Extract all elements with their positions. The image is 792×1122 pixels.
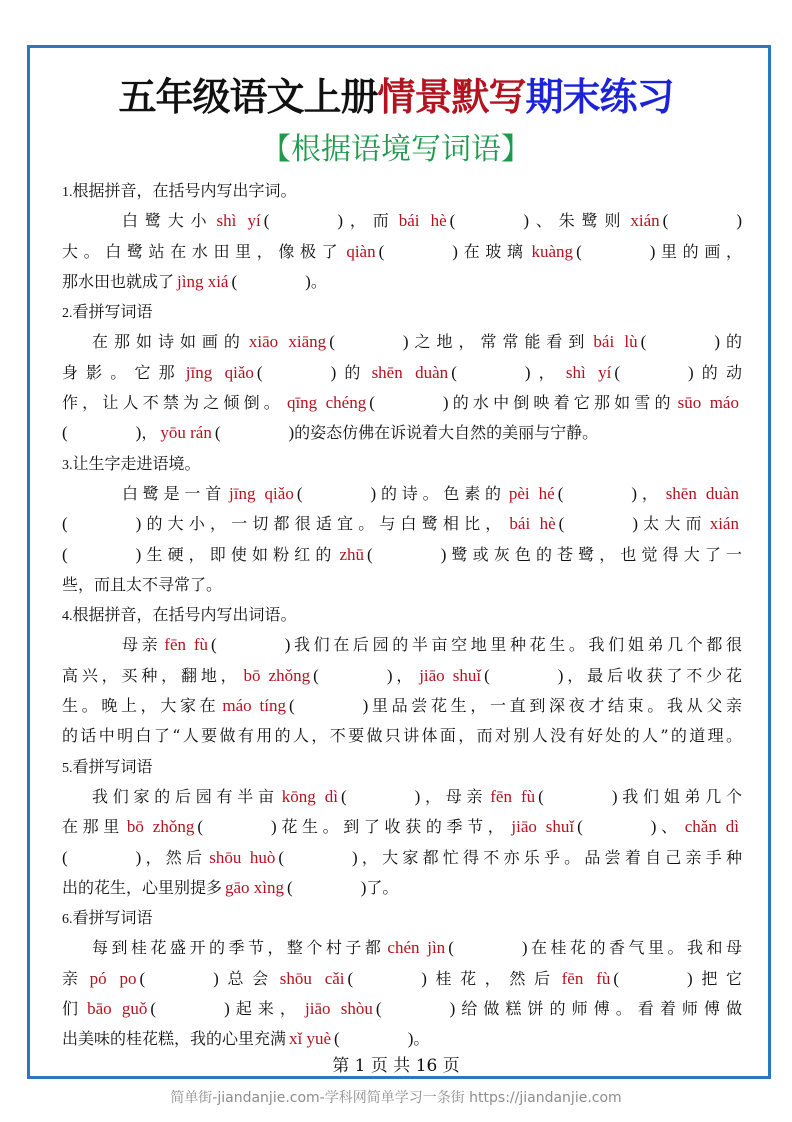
answer-blank[interactable]: ( )	[139, 968, 219, 988]
pinyin-prompt: jìng xiá	[177, 271, 229, 291]
sentence-text: ，最后收获了不少花	[563, 665, 742, 685]
watermark: 简单街-jiandanjie.com-学科网简单学习一条街 https://jiandanjie.com	[170, 1090, 622, 1106]
sentence-text: 。	[413, 1029, 430, 1049]
pinyin-prompt: shōu huò	[209, 847, 276, 867]
section-number: 5.	[62, 760, 73, 776]
section-number: 2.	[62, 306, 73, 322]
exercise-content	[62, 176, 742, 1055]
sentence-text: 那水田也就成了	[62, 271, 175, 291]
pinyin-prompt: chǎn dì	[684, 817, 739, 837]
pinyin-prompt: bái lù	[593, 332, 638, 352]
section-heading	[62, 176, 742, 206]
sentence-text: 的水中倒映着它那如雪的	[448, 393, 675, 413]
page-subtitle: 【根据语境写词语】	[261, 132, 531, 167]
pinyin-prompt: zhū	[339, 544, 365, 564]
section-title: 看拼写词语	[72, 756, 153, 776]
answer-blank[interactable]: ( )	[263, 211, 344, 231]
pinyin-prompt: gāo xìng	[225, 877, 285, 897]
sentence-text: 鹭或灰色的苍鹭，也觉得大了一	[446, 544, 742, 564]
pinyin-prompt: shì yí	[216, 211, 261, 231]
answer-blank[interactable]: ( )	[62, 514, 142, 534]
exercise-section	[62, 752, 742, 903]
sentence-text: 在桂花的香气里。我和母	[527, 938, 742, 958]
text-line	[62, 721, 742, 751]
sentence-text: ，而	[343, 211, 396, 231]
section-title: 根据拼音，在括号内写出字词。	[72, 181, 297, 200]
sentence-text: 、朱鹭则	[528, 211, 628, 231]
pinyin-prompt: xián	[630, 211, 660, 231]
pinyin-prompt: shēn duàn	[665, 483, 739, 503]
answer-blank[interactable]: ( )	[640, 332, 720, 352]
sentence-text: 生硬，即使如粉红的	[141, 544, 337, 564]
sentence-text: 、	[656, 817, 682, 837]
section-title: 看拼写词语	[72, 908, 153, 928]
sentence-text: 大。白鹭站在水田里，像极了	[62, 241, 344, 261]
sentence-text: 的动	[693, 362, 742, 382]
text-line	[62, 267, 742, 297]
answer-blank[interactable]: ( )	[150, 999, 230, 1019]
text-line	[62, 630, 742, 660]
section-heading	[62, 449, 742, 479]
text-line	[62, 418, 742, 448]
sentence-text: 花生。到了收获的季节，	[276, 817, 509, 837]
sentence-text: 。	[310, 271, 327, 291]
pinyin-prompt: kuàng	[531, 241, 574, 261]
pinyin-prompt: jiāo shuǐ	[511, 817, 575, 837]
section-number: 4.	[62, 609, 73, 625]
answer-blank[interactable]: ( )	[296, 483, 377, 503]
answer-blank[interactable]: ( )	[538, 786, 618, 806]
pinyin-prompt: sūo máo	[677, 393, 739, 413]
pinyin-prompt: pó po	[89, 968, 137, 988]
sentence-text: 白鹭是一首	[122, 483, 227, 503]
sentence-text: 总会	[218, 968, 277, 988]
sentence-text: 作，让人不禁为之倾倒。	[62, 393, 284, 413]
answer-blank[interactable]: ( )	[214, 423, 295, 443]
pinyin-prompt: qīng chéng	[286, 393, 367, 413]
pinyin-prompt: bái hè	[509, 514, 556, 534]
answer-blank[interactable]: ( )	[278, 847, 358, 867]
answer-blank[interactable]: ( )	[613, 968, 693, 988]
sentence-text: 的大小，一切都很适宜。与白鹭相比，	[141, 514, 507, 534]
answer-blank[interactable]: ( )	[614, 362, 694, 382]
text-line	[62, 388, 742, 418]
text-line	[62, 964, 742, 994]
text-line	[62, 661, 742, 691]
sentence-text: 之地，常常能看到	[408, 332, 591, 352]
sentence-text: 了。	[366, 877, 399, 897]
pinyin-prompt: chén jìn	[387, 938, 446, 958]
sentence-text: 给做糕饼的师傅。看着师傅做	[455, 999, 742, 1019]
pinyin-prompt: shōu cǎi	[279, 968, 345, 988]
answer-blank[interactable]: ( )	[378, 241, 458, 261]
sentence-text: ，	[637, 483, 663, 503]
answer-blank[interactable]: ( )	[287, 877, 367, 897]
sentence-text: 太大而	[638, 514, 707, 534]
answer-blank[interactable]: ( )	[62, 847, 142, 867]
sentence-text: 生。晚上，大家在	[62, 696, 220, 716]
pinyin-prompt: yōu rán	[160, 423, 212, 443]
section-title: 让生字走进语境。	[72, 453, 201, 473]
pinyin-prompt: bō zhǒng	[243, 665, 311, 685]
answer-blank[interactable]: ( )	[347, 968, 427, 988]
sentence-text: ，	[392, 665, 417, 685]
sentence-text: 们	[62, 999, 85, 1019]
answer-blank[interactable]: ( )	[231, 271, 311, 291]
pinyin-prompt: kōng dì	[281, 786, 338, 806]
sentence-text: 出的花生，心里别提多	[62, 877, 223, 897]
section-number: 3.	[62, 457, 73, 473]
pinyin-prompt: jiāo shuǐ	[419, 665, 482, 685]
text-line	[62, 933, 742, 963]
pinyin-prompt: shì yí	[565, 362, 612, 382]
pinyin-prompt: fēn fù	[561, 968, 611, 988]
answer-blank[interactable]: ( )	[313, 665, 393, 685]
answer-blank[interactable]: ( )	[557, 483, 638, 503]
text-line	[62, 994, 742, 1024]
sentence-text: 里品尝花生，一直到深夜才结束。我从父亲	[368, 696, 742, 716]
text-line	[62, 691, 742, 721]
title-part-grade: 五年级语文上册	[118, 75, 378, 119]
section-heading	[62, 600, 742, 630]
text-line	[62, 1024, 742, 1054]
pinyin-prompt: xǐ yuè	[289, 1029, 332, 1049]
answer-blank[interactable]: ( )	[62, 544, 142, 564]
title-part-exam: 期末练习	[525, 75, 674, 119]
text-line	[62, 327, 742, 357]
section-number: 1.	[62, 185, 73, 200]
text-line	[62, 570, 742, 600]
text-line	[62, 843, 742, 873]
pinyin-prompt: fēn fù	[164, 635, 209, 655]
text-line	[62, 479, 742, 509]
answer-blank[interactable]: ( )	[367, 544, 447, 564]
pinyin-prompt: qiàn	[346, 241, 376, 261]
answer-blank[interactable]: ( )	[577, 817, 657, 837]
sentence-text: 每到桂花盛开的季节，整个村子都	[92, 938, 385, 958]
text-line	[62, 206, 742, 236]
sentence-text: 起来，	[229, 999, 302, 1019]
sentence-text: 高兴，买种，翻地，	[62, 665, 241, 685]
sentence-text: 里的画，	[655, 241, 742, 261]
answer-blank[interactable]: ( )	[256, 362, 337, 382]
sentence-text: 的话中明白了“人要做有用的人，不要做只讲体面，而对别人没有好处的人”的道理。	[62, 726, 742, 746]
sentence-text: ，大家都忙得不亦乐乎。品尝着自己亲手种	[357, 847, 742, 867]
sentence-text: 的	[719, 332, 742, 352]
section-title: 看拼写词语	[72, 302, 153, 322]
answer-blank[interactable]: ( )	[340, 786, 421, 806]
exercise-section	[62, 176, 742, 297]
sentence-text: 白鹭大小	[122, 211, 214, 231]
sentence-text: 我们姐弟几个	[617, 786, 742, 806]
pinyin-prompt: bō zhǒng	[126, 817, 195, 837]
text-line	[62, 509, 742, 539]
section-heading	[62, 297, 742, 327]
answer-blank[interactable]: ( )	[484, 665, 564, 685]
pinyin-prompt: xián	[709, 514, 739, 534]
sentence-text: 出美味的桂花糕，我的心里充满	[62, 1029, 287, 1049]
pinyin-prompt: fēn fù	[490, 786, 536, 806]
sentence-text: 我们家的后园有半亩	[92, 786, 279, 806]
sentence-text: 我们在后园的半亩空地里种花生。我们姐弟几个都很	[290, 635, 742, 655]
answer-blank[interactable]: ( )	[375, 999, 456, 1019]
sentence-text: 身影。它那	[62, 362, 183, 382]
pinyin-prompt: jiāo shòu	[305, 999, 373, 1019]
title-part-topic: 情景默写	[377, 75, 526, 119]
answer-blank[interactable]: ( )	[62, 423, 142, 443]
sentence-text: 在那如诗如画的	[92, 332, 246, 352]
sentence-text: 的	[336, 362, 369, 382]
sentence-text: 在那里	[62, 817, 124, 837]
pinyin-prompt: shēn duàn	[371, 362, 449, 382]
exercise-section	[62, 297, 742, 448]
sentence-text: ，然后	[141, 847, 207, 867]
answer-blank[interactable]: ( )	[334, 1029, 414, 1049]
answer-blank[interactable]: ( )	[211, 635, 291, 655]
sentence-text: 母亲	[122, 635, 162, 655]
exercise-section	[62, 903, 742, 1054]
exercise-section	[62, 449, 742, 600]
section-heading	[62, 903, 742, 933]
exercise-section	[62, 600, 742, 751]
answer-blank[interactable]: ( )	[288, 696, 369, 716]
pinyin-prompt: pèi hé	[508, 483, 555, 503]
sentence-text: 桂花，然后	[426, 968, 559, 988]
text-line	[62, 540, 742, 570]
section-title: 根据拼音，在括号内写出词语。	[72, 605, 297, 625]
text-line	[62, 237, 742, 267]
answer-blank[interactable]: ( )	[662, 211, 742, 231]
sentence-text: ，	[530, 362, 563, 382]
page-title	[0, 70, 792, 124]
sentence-text: 的诗。色素的	[376, 483, 506, 503]
pinyin-prompt: bái hè	[398, 211, 447, 231]
pinyin-prompt: jīng qiǎo	[229, 483, 294, 503]
sentence-text: ，母亲	[420, 786, 488, 806]
sentence-text: 的姿态仿佛在诉说着大自然的美丽与宁静。	[294, 423, 599, 443]
text-line	[62, 873, 742, 903]
pinyin-prompt: máo tíng	[222, 696, 286, 716]
sentence-text: 亲	[62, 968, 87, 988]
text-line	[62, 812, 742, 842]
sentence-text: 些，而且太不寻常了。	[62, 574, 223, 594]
answer-blank[interactable]: ( )	[558, 514, 639, 534]
answer-blank[interactable]: ( )	[451, 362, 531, 382]
pinyin-prompt: bāo guǒ	[87, 999, 148, 1019]
answer-blank[interactable]: ( )	[449, 211, 529, 231]
answer-blank[interactable]: ( )	[448, 938, 528, 958]
sentence-text: 在玻璃	[457, 241, 529, 261]
sentence-text: ，	[141, 423, 158, 443]
text-line	[62, 782, 742, 812]
pinyin-prompt: jīng qiǎo	[185, 362, 254, 382]
answer-blank[interactable]: ( )	[197, 817, 277, 837]
answer-blank[interactable]: ( )	[329, 332, 409, 352]
section-heading	[62, 752, 742, 782]
sentence-text: 把它	[692, 968, 742, 988]
answer-blank[interactable]: ( )	[576, 241, 656, 261]
answer-blank[interactable]: ( )	[369, 393, 449, 413]
pinyin-prompt: xiāo xiāng	[248, 332, 327, 352]
page-number: 第 1 页 共 16 页	[332, 1056, 460, 1076]
text-line	[62, 358, 742, 388]
section-number: 6.	[62, 912, 73, 928]
